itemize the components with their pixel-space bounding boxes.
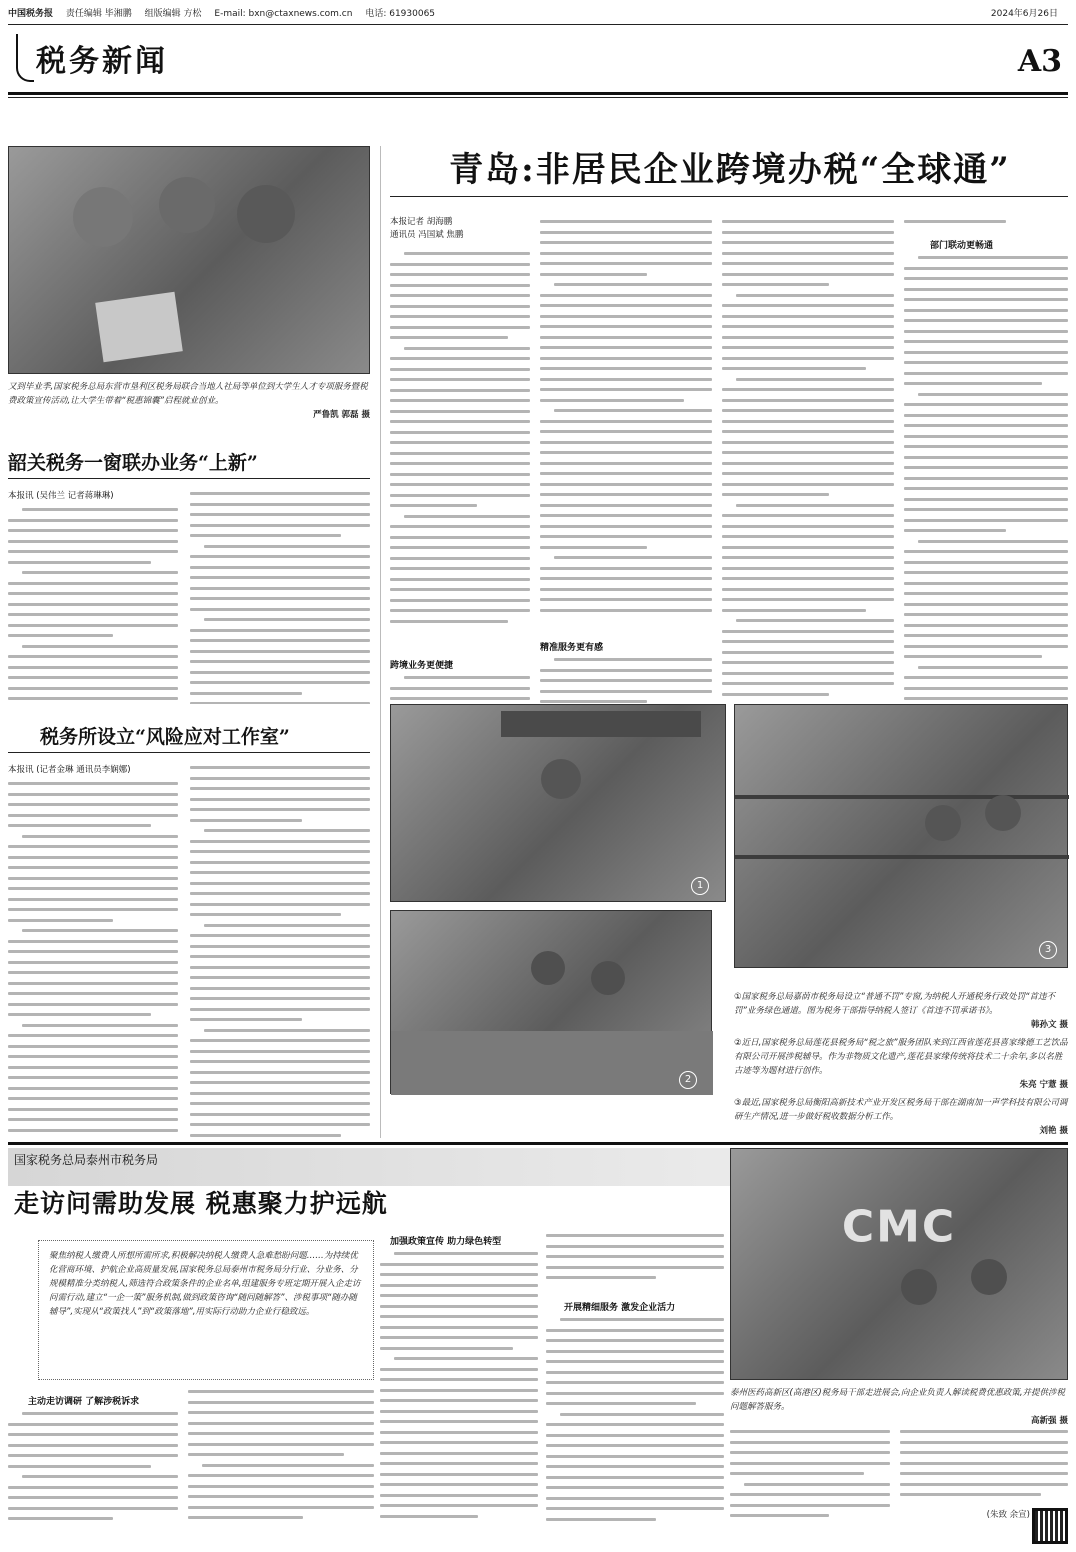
graduates-photo (8, 146, 370, 374)
masthead-bar (8, 6, 1068, 22)
story2-rule (8, 478, 370, 479)
feature-col-5 (730, 1430, 890, 1530)
story3-col-2 (190, 766, 370, 1138)
person-silhouette-icon (531, 951, 565, 985)
person-silhouette-icon (159, 177, 215, 233)
lead-subhead-2: 精准服务更有感 (540, 643, 604, 653)
header-rule (8, 92, 1068, 95)
person-silhouette-icon (237, 185, 295, 243)
person-silhouette-icon (591, 961, 625, 995)
feature-intro-box: 聚焦纳税人缴费人所想所需所求,积极解决纳税人缴费人急难愁盼问题……为持续优化营商环境、护航企业高质量发展,国家税务总局泰州市税务局分行业、分业务、分规模精准分类纳税人,筛选符合政策条件的企业名单,组建服务专班定期开展入企走访问需行动,建立“一企一策”服务机制,做到政策咨询“随问随解答”、涉税事项“随办随辅导”,实现从“政策找人”到“政策落地”,用实际行动助力企业行稳致远。 (38, 1240, 374, 1380)
photo-caption: 又到毕业季,国家税务总局东营市垦利区税务局联合当地人社局等单位到大学生人才专项服务暨税费政策宣传活动,让大学生带着“税惠锦囊”启程就业创业。 严鲁凯 郭磊 摄 (8, 382, 370, 420)
feature-col-2 (188, 1390, 374, 1530)
lead-col-4 (904, 256, 1068, 714)
feature-col-6 (900, 1430, 1068, 1512)
feature-col-1 (8, 1412, 178, 1530)
caption-3: ③最近,国家税务总局衡阳高新技术产业开发区税务局干部在湖南加一声学科技有限公司调研生产情况,进一步做好税收数据分析工作。 (734, 1098, 1068, 1122)
photo-number-1-icon: 1 (691, 877, 709, 895)
feature-col-3 (380, 1252, 538, 1530)
story2-col-1 (8, 508, 178, 704)
issue-date: 2024年6月26日 (990, 9, 1058, 19)
person-silhouette-icon (971, 1259, 1007, 1295)
feature-rule (8, 1142, 1068, 1145)
phone: 电话: 61930065 (365, 9, 436, 19)
caption-3-credit: 刘艳 摄 (1039, 1126, 1068, 1136)
person-silhouette-icon (901, 1269, 937, 1305)
photo-number-3-icon: 3 (1039, 941, 1057, 959)
person-silhouette-icon (925, 805, 961, 841)
feature-headline: 走访问需助发展 税惠聚力护远航 (14, 1189, 388, 1218)
caption-2: ②近日,国家税务总局莲花县税务局“税之旅”服务团队来到江西省莲花县喜家缘德工艺饮品有限公司开展涉税辅导。作为非物质文化遗产,莲花县家缘传统将技术二十余年,多以名胜古迹等为题材进行创作。 (734, 1038, 1068, 1076)
lead-col-1 (390, 252, 530, 642)
craft-table-shape (391, 1031, 713, 1095)
photo-grid-captions (734, 990, 1068, 1138)
photo-3 (734, 704, 1068, 968)
person-silhouette-icon (985, 795, 1021, 831)
email: E-mail: bxn@ctaxnews.com.cn (214, 9, 353, 19)
production-line-shape (735, 795, 1069, 799)
caption-1-credit: 韩孙文 摄 (1031, 1020, 1068, 1030)
brochure-shape (95, 292, 183, 363)
header-rule-thin (8, 97, 1068, 98)
person-silhouette-icon (541, 759, 581, 799)
story3-col-1 (8, 782, 178, 1138)
production-line-shape (735, 855, 1069, 859)
lead-subhead-1: 跨境业务更便捷 (390, 661, 454, 671)
caption-1: ①国家税务总局嘉荫市税务局设立“普通不罚”专窗,为纳税人开通税务行政处罚“首违不罚”业务绿色通道。图为税务干部指导纳税人签订《首违不罚承诺书》。 (734, 992, 1056, 1016)
top-rule (8, 24, 1068, 25)
qr-code-icon[interactable] (1032, 1508, 1068, 1544)
paper-name: 中国税务报 (8, 9, 54, 19)
story3-lede: 本报讯 (记者金琳 通讯员李娴娜) (8, 765, 131, 775)
feature-subhead-3: 开展精细服务 激发企业活力 (564, 1303, 676, 1313)
feature-author: (朱致 余宣) (986, 1510, 1030, 1520)
feature-subhead-1: 主动走访调研 了解涉税诉求 (28, 1397, 140, 1407)
section-title: 税务新闻 (36, 44, 168, 79)
lead-rule (390, 196, 1068, 197)
lead-col-4a (904, 220, 1068, 230)
page-number: A3 (1017, 44, 1062, 79)
feature-photo-sign: CMC (841, 1201, 957, 1253)
service-hall-banner (501, 711, 701, 737)
story3-headline: 税务所设立“风险应对工作室” (40, 726, 290, 748)
lead-byline: 本报记者 胡海鹏 通讯员 冯国斌 焦鹏 (390, 217, 464, 240)
feature-kicker: 国家税务总局泰州市税务局 (14, 1153, 159, 1167)
feature-photo (730, 1148, 1068, 1380)
layout-editor: 组版编辑 方松 (144, 9, 202, 19)
feature-col-4 (546, 1318, 724, 1530)
lead-col-2 (540, 220, 712, 626)
lead-headline: 青岛:非居民企业跨境办税“全球通” (449, 150, 1011, 190)
editor: 责任编辑 毕湘鹏 (65, 9, 132, 19)
photo-1 (390, 704, 726, 902)
story2-col-2 (190, 492, 370, 704)
feature-subhead-2: 加强政策宣传 助力绿色转型 (390, 1237, 502, 1247)
story3-rule (8, 752, 370, 753)
lead-subhead-3: 部门联动更畅通 (930, 241, 994, 251)
column-divider (380, 146, 381, 1138)
lead-col-3 (722, 220, 894, 714)
caption-2-credit: 朱亮 宁薏 摄 (1019, 1080, 1068, 1090)
photo-number-2-icon: 2 (679, 1071, 697, 1089)
photo-2 (390, 910, 712, 1094)
story2-lede: 本报讯 (吴伟兰 记者蒋琳琳) (8, 491, 114, 501)
person-silhouette-icon (73, 187, 133, 247)
feature-col-4a (546, 1234, 724, 1290)
story2-headline: 韶关税务一窗联办业务“上新” (8, 452, 258, 474)
feature-photo-caption: 泰州医药高新区(高港区)税务局干部走进展会,向企业负责人解读税费优惠政策,并提供涉税问题解答服务。 高新强 摄 (730, 1388, 1068, 1426)
section-ornament (16, 34, 34, 82)
